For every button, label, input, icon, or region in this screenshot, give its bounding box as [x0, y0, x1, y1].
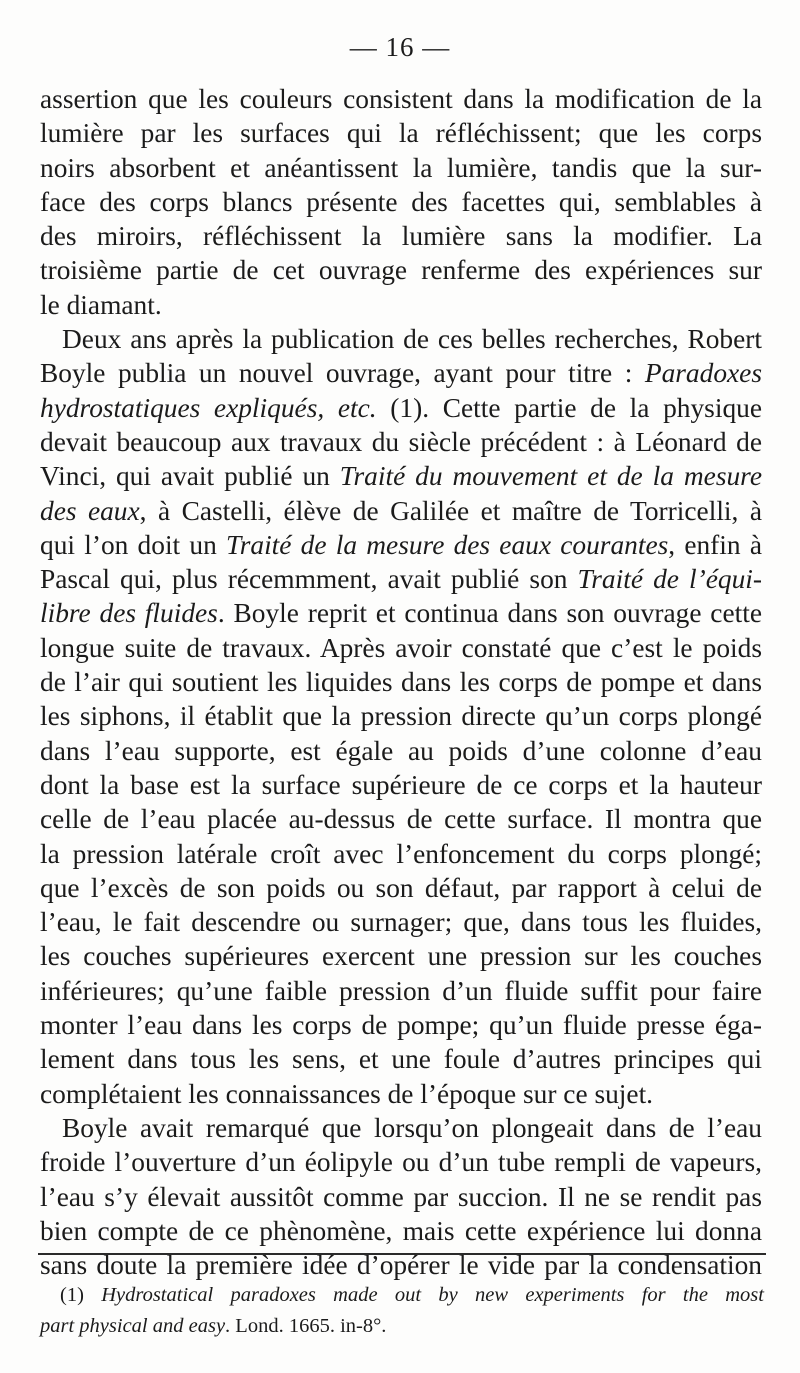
text-line: [40, 1077, 762, 1111]
text-segment: troisième partie de cet ouvrage renferme des expériences sur: [40, 255, 762, 286]
text-line: [40, 802, 762, 836]
text-segment: les couches supérieures exercent une pression sur les couches: [40, 941, 762, 972]
text-line: [40, 494, 762, 528]
italic-text-segment: Paradoxes: [644, 358, 762, 389]
text-segment: le diamant.: [40, 289, 162, 320]
text-segment: longue suite de travaux. Après avoir constaté que c’est le poids: [40, 632, 762, 663]
text-segment: qui l’on doit un: [40, 529, 226, 560]
text-line: [40, 665, 762, 699]
text-line: [40, 596, 762, 630]
text-line: [40, 356, 762, 390]
text-segment: . Boyle reprit et continua dans son ouvrage cette: [217, 598, 762, 629]
text-line: [40, 116, 762, 150]
footnote-line: [40, 1311, 764, 1342]
text-line: [40, 562, 762, 596]
text-line: [40, 322, 762, 356]
text-segment: devait beaucoup aux travaux du siècle précédent : à Léonard de: [40, 426, 762, 457]
text-line: [40, 734, 762, 768]
text-segment: complétaient les connaissances de l’époque sur ce sujet.: [40, 1078, 654, 1109]
text-line: [40, 288, 762, 322]
text-line: [40, 699, 762, 733]
italic-text-segment: Hydrostatical paradoxes made out by new experiments for the most: [101, 1284, 764, 1306]
text-segment: la pression latérale croît avec l’enfoncement du corps plongé;: [40, 838, 762, 869]
footnote-line: [40, 1280, 764, 1311]
text-segment: les siphons, il établit que la pression directe qu’un corps plongé: [40, 701, 762, 732]
text-segment: dans l’eau supporte, est égale au poids d’une colonne d’eau: [40, 735, 762, 766]
italic-text-segment: Traité de l’équi-: [577, 564, 763, 595]
text-segment: assertion que les couleurs consistent dans la modification de la: [40, 84, 762, 114]
text-line: [40, 631, 762, 665]
text-line: [40, 1214, 762, 1248]
text-segment: Boyle publia un nouvel ouvrage, ayant pour titre :: [40, 358, 645, 389]
text-segment: que l’excès de son poids ou son défaut, par rapport à celui de: [40, 872, 762, 903]
text-line: [40, 768, 762, 802]
text-segment: l’eau s’y élevait aussitôt comme par succion. Il ne se rendit pas: [40, 1181, 762, 1212]
text-line: [40, 253, 762, 287]
text-segment: , enfin à: [668, 529, 762, 560]
italic-text-segment: libre des fluides: [40, 598, 218, 629]
text-line: [40, 82, 762, 116]
text-line: [40, 871, 762, 905]
italic-text-segment: hydrostatiques expliqués, etc.: [40, 392, 377, 423]
text-segment: Deux ans après la publication de ces belles recherches, Robert: [62, 324, 762, 355]
text-segment: . Lond. 1665. in-8°.: [225, 1315, 387, 1337]
text-segment: sans doute la première idée d’opérer le vide par la condensation: [40, 1250, 762, 1281]
text-line: [40, 974, 762, 1008]
text-segment: (1): [60, 1284, 102, 1306]
text-segment: de l’air qui soutient les liquides dans les corps de pompe et dans: [40, 667, 762, 698]
text-line: [40, 391, 762, 425]
text-line: [40, 939, 762, 973]
text-line: [40, 1180, 762, 1214]
text-segment: face des corps blancs présente des facettes qui, semblables à: [40, 186, 762, 217]
text-line: [40, 185, 762, 219]
text-segment: , à Castelli, élève de Galilée et maître de Torricelli, à: [139, 495, 762, 526]
text-segment: Vinci, qui avait publié un: [40, 461, 340, 492]
text-segment: Boyle avait remarqué que lorsqu’on plongeait dans de l’eau: [62, 1112, 762, 1143]
text-segment: lement dans tous les sens, et une foule d’autres principes qui: [40, 1044, 762, 1075]
text-segment: noirs absorbent et anéantissent la lumière, tandis que la sur-: [40, 152, 762, 183]
italic-text-segment: part physical and easy: [40, 1315, 226, 1337]
text-segment: bien compte de ce phènomène, mais cette expérience lui donna: [40, 1215, 762, 1246]
text-line: [40, 837, 762, 871]
text-segment: Pascal qui, plus récemmment, avait publié son: [40, 564, 578, 595]
text-segment: des miroirs, réfléchissent la lumière sans la modifier. La: [40, 221, 762, 252]
text-line: [40, 528, 762, 562]
text-segment: dont la base est la surface supérieure de ce corps et la hauteur: [40, 769, 762, 800]
text-segment: (1). Cette partie de la physique: [376, 392, 762, 423]
text-line: [40, 1042, 762, 1076]
text-segment: celle de l’eau placée au-dessus de cette surface. Il montra que: [40, 804, 762, 835]
text-line: [40, 219, 762, 253]
italic-text-segment: Traité de la mesure des eaux courantes: [226, 529, 669, 560]
text-line: [40, 1145, 762, 1179]
footnote-rule: [38, 1253, 766, 1255]
text-line: [40, 151, 762, 185]
body-text: [40, 82, 762, 1282]
footnote: [40, 1280, 764, 1342]
text-segment: lumière par les surfaces qui la réfléchissent; que les corps: [40, 118, 762, 149]
text-line: [40, 459, 762, 493]
italic-text-segment: Traité du mouvement et de la mesure: [339, 461, 762, 492]
text-segment: l’eau, le fait descendre ou surnager; que, dans tous les fluides,: [40, 907, 762, 938]
text-line: [40, 425, 762, 459]
italic-text-segment: des eaux: [40, 495, 140, 526]
text-segment: inférieures; qu’une faible pression d’un fluide suffit pour faire: [40, 975, 762, 1006]
text-segment: froide l’ouverture d’un éolipyle ou d’un tube rempli de vapeurs,: [40, 1147, 762, 1178]
page-number: — 16 —: [349, 32, 451, 62]
text-segment: monter l’eau dans les corps de pompe; qu’un fluide presse éga-: [40, 1010, 762, 1041]
text-line: [40, 905, 762, 939]
text-line: [40, 1111, 762, 1145]
text-line: [40, 1008, 762, 1042]
